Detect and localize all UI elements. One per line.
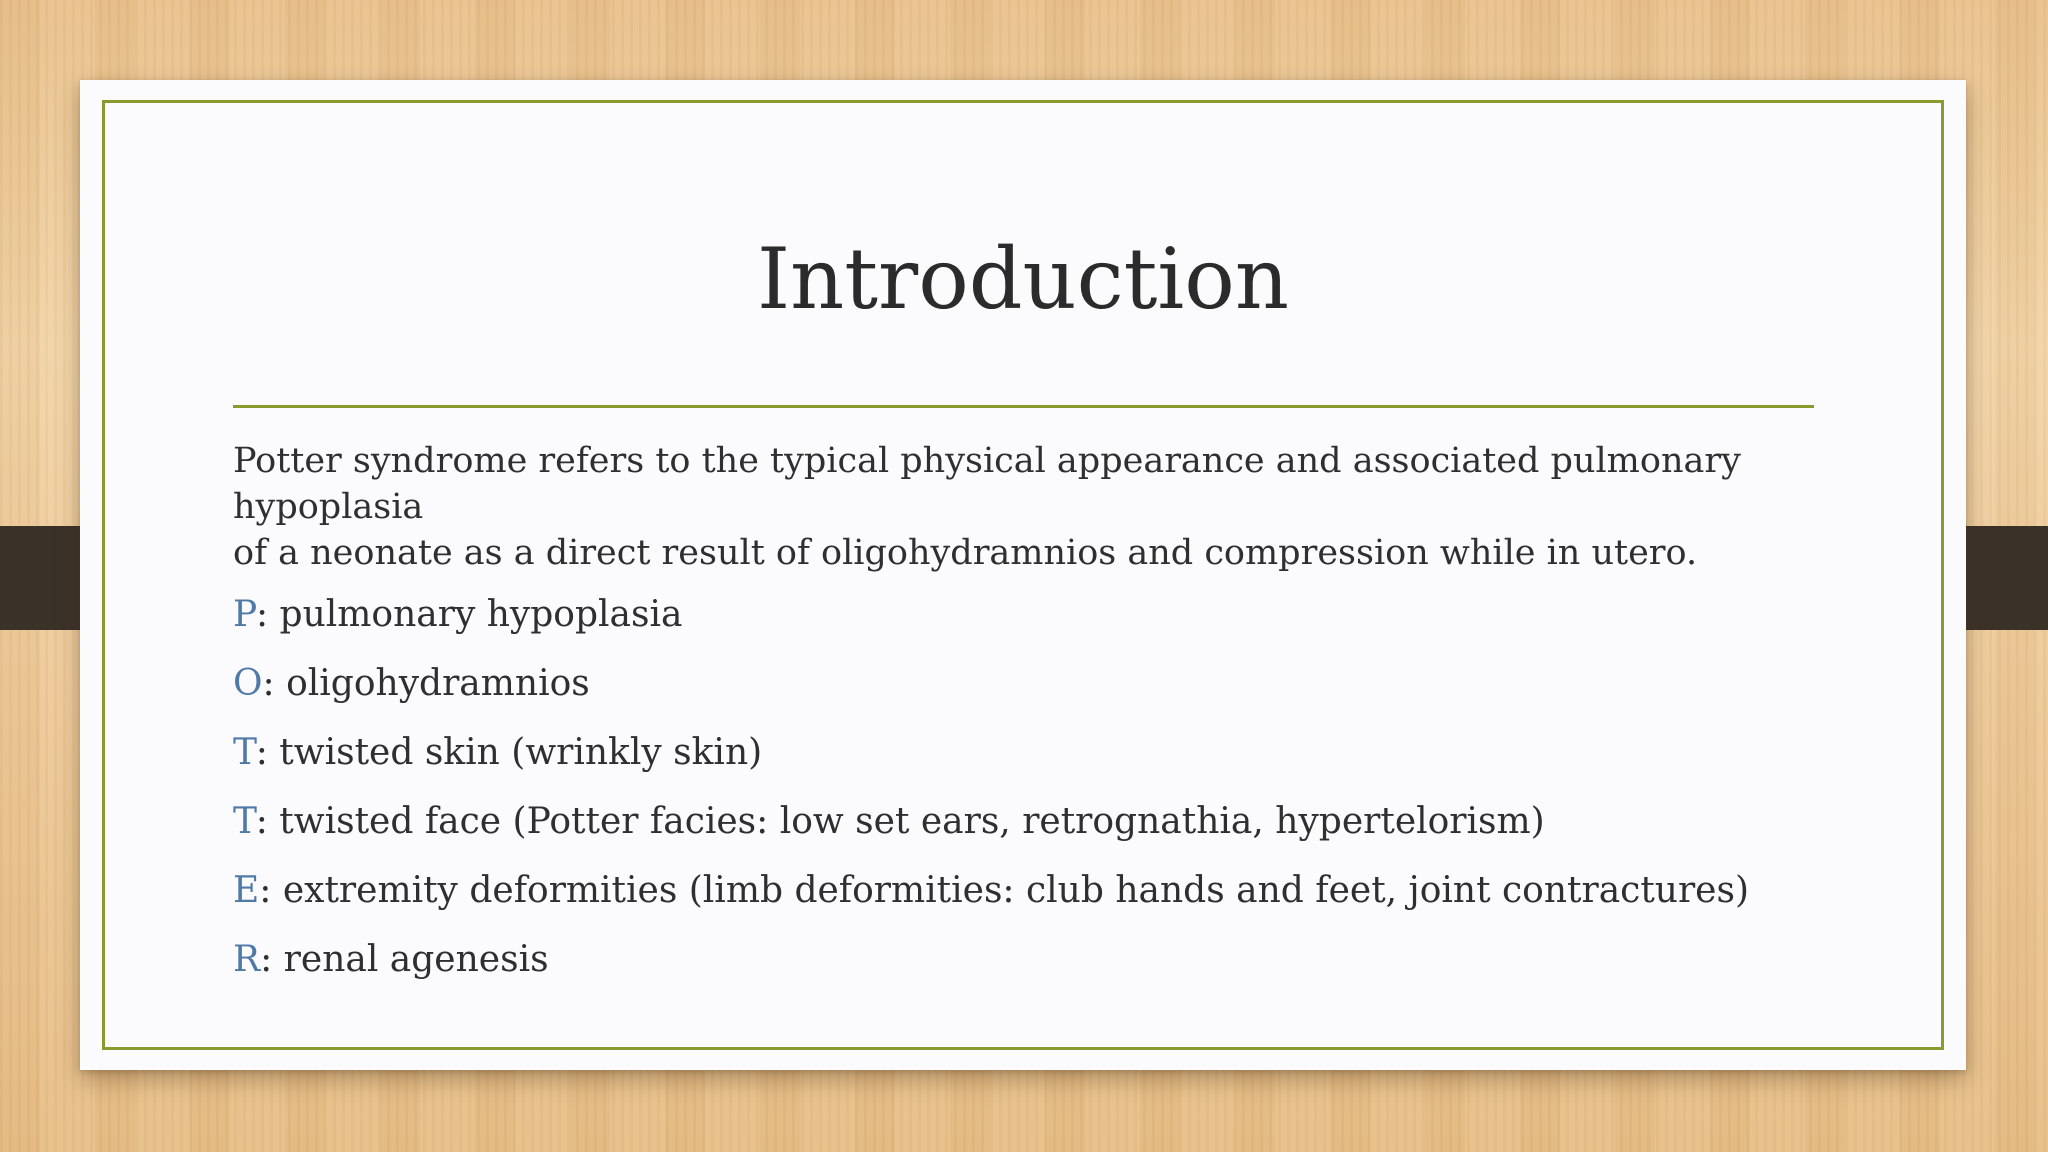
list-item-t1	[233, 730, 1833, 776]
intro-line-2: of a neonate as a direct result of oligohydramnios and compression while in utero.	[233, 533, 1698, 573]
intro-line-1: Potter syndrome refers to the typical physical appearance and associated pulmonary hypoplasia	[233, 441, 1741, 527]
item-text: : twisted skin (wrinkly skin)	[255, 732, 763, 773]
item-text: : renal agenesis	[260, 939, 549, 980]
list-item-p	[233, 592, 1833, 638]
list-item-r	[233, 937, 1833, 983]
list-item-t2	[233, 799, 1833, 845]
slide-title: Introduction	[757, 230, 1289, 328]
item-letter: T	[233, 801, 256, 842]
item-text: : twisted face (Potter facies: low set ears, retrognathia, hypertelorism)	[255, 801, 1545, 842]
item-letter: T	[233, 732, 256, 773]
intro-paragraph	[233, 438, 1833, 576]
slide-card	[80, 80, 1966, 1070]
item-text: : oligohydramnios	[262, 663, 590, 704]
item-text: : extremity deformities (limb deformities: club hands and feet, joint contractures)	[259, 870, 1750, 911]
item-letter: P	[233, 594, 256, 635]
list-item-o	[233, 661, 1833, 707]
item-letter: O	[233, 663, 263, 704]
item-letter: E	[233, 870, 260, 911]
list-item-e	[233, 868, 1833, 914]
item-text: : pulmonary hypoplasia	[255, 594, 683, 635]
slide-content	[233, 438, 1833, 1006]
title-divider	[233, 405, 1814, 408]
item-letter: R	[233, 939, 261, 980]
